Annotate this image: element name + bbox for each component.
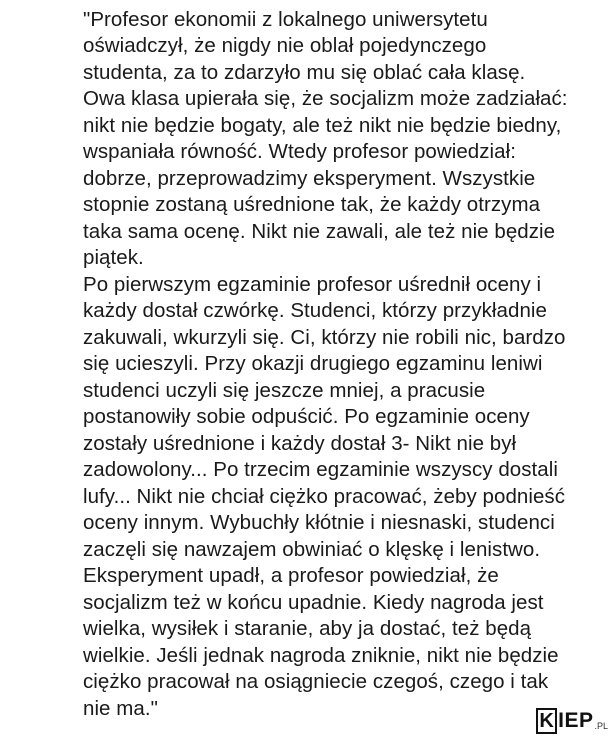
watermark-suffix: .PL (594, 721, 608, 731)
story-line: każdy dostał czwórkę. Studenci, którzy przykładnie (83, 299, 547, 322)
story-line: nie ma." (83, 697, 158, 720)
story-line: się ucieszyli. Przy okazji drugiego egzaminu leniwi (83, 352, 543, 375)
story-line: wielka, wysiłek i staranie, aby ja dostać, też będą (83, 617, 532, 640)
story-line: piątek. (83, 246, 144, 269)
story-line: wspaniała równość. Wtedy profesor powiedział: (83, 140, 516, 163)
story-line: ciężko pracował na osiągniecie czegoś, czego i tak (83, 670, 549, 693)
story-line: Po pierwszym egzaminie profesor uśrednił oceny i (83, 273, 542, 296)
story-line: "Profesor ekonomii z lokalnego uniwersytetu (83, 8, 488, 31)
kiep-watermark-logo (536, 706, 608, 736)
story-line: studenci uczyli się jeszcze mniej, a pracusie (83, 379, 486, 402)
story-line: socjalizm też w końcu upadnie. Kiedy nagroda jest (83, 591, 544, 614)
story-line: oceny innym. Wybuchły kłótnie i niesnaski, studenci (83, 511, 555, 534)
story-line: zakuwali, wkurzyli się. Ci, którzy nie robili nic, bardzo (83, 326, 566, 349)
story-line: zostały uśrednione i każdy dostał 3- Nikt nie był (83, 432, 517, 455)
story-line: taka sama ocenę. Nikt nie zawali, ale też nie będzie (83, 220, 556, 243)
story-line: Eksperyment upadł, a profesor powiedział, że (83, 564, 499, 587)
story-line: lufy... Nikt nie chciał ciężko pracować, żeby podnieść (83, 485, 566, 508)
story-line: zadowolony... Po trzecim egzaminie wszyscy dostali (83, 458, 558, 481)
story-line: nikt nie będzie bogaty, ale też nikt nie będzie biedny, (83, 114, 562, 137)
story-line: oświadczył, że nigdy nie oblał pojedynczego (83, 34, 487, 57)
story-line: studenta, za to zdarzyło mu się oblać cała klasę. (83, 61, 526, 84)
story-line: zaczęli się nawzajem obwiniać o klęskę i lenistwo. (83, 538, 541, 561)
story-line: postanowiły sobie odpuścić. Po egzaminie oceny (83, 405, 530, 428)
story-line: wielkie. Jeśli jednak nagroda zniknie, nikt nie będzie (83, 644, 559, 667)
story-line: dobrze, przeprowadzimy eksperyment. Wszystkie (83, 167, 536, 190)
story-line: Owa klasa upierała się, że socjalizm może zadziałać: (83, 87, 568, 110)
story-line: stopnie zostaną uśrednione tak, że każdy otrzyma (83, 193, 541, 216)
watermark-name: IEP (558, 709, 594, 732)
watermark-k-letter: K (536, 708, 557, 734)
